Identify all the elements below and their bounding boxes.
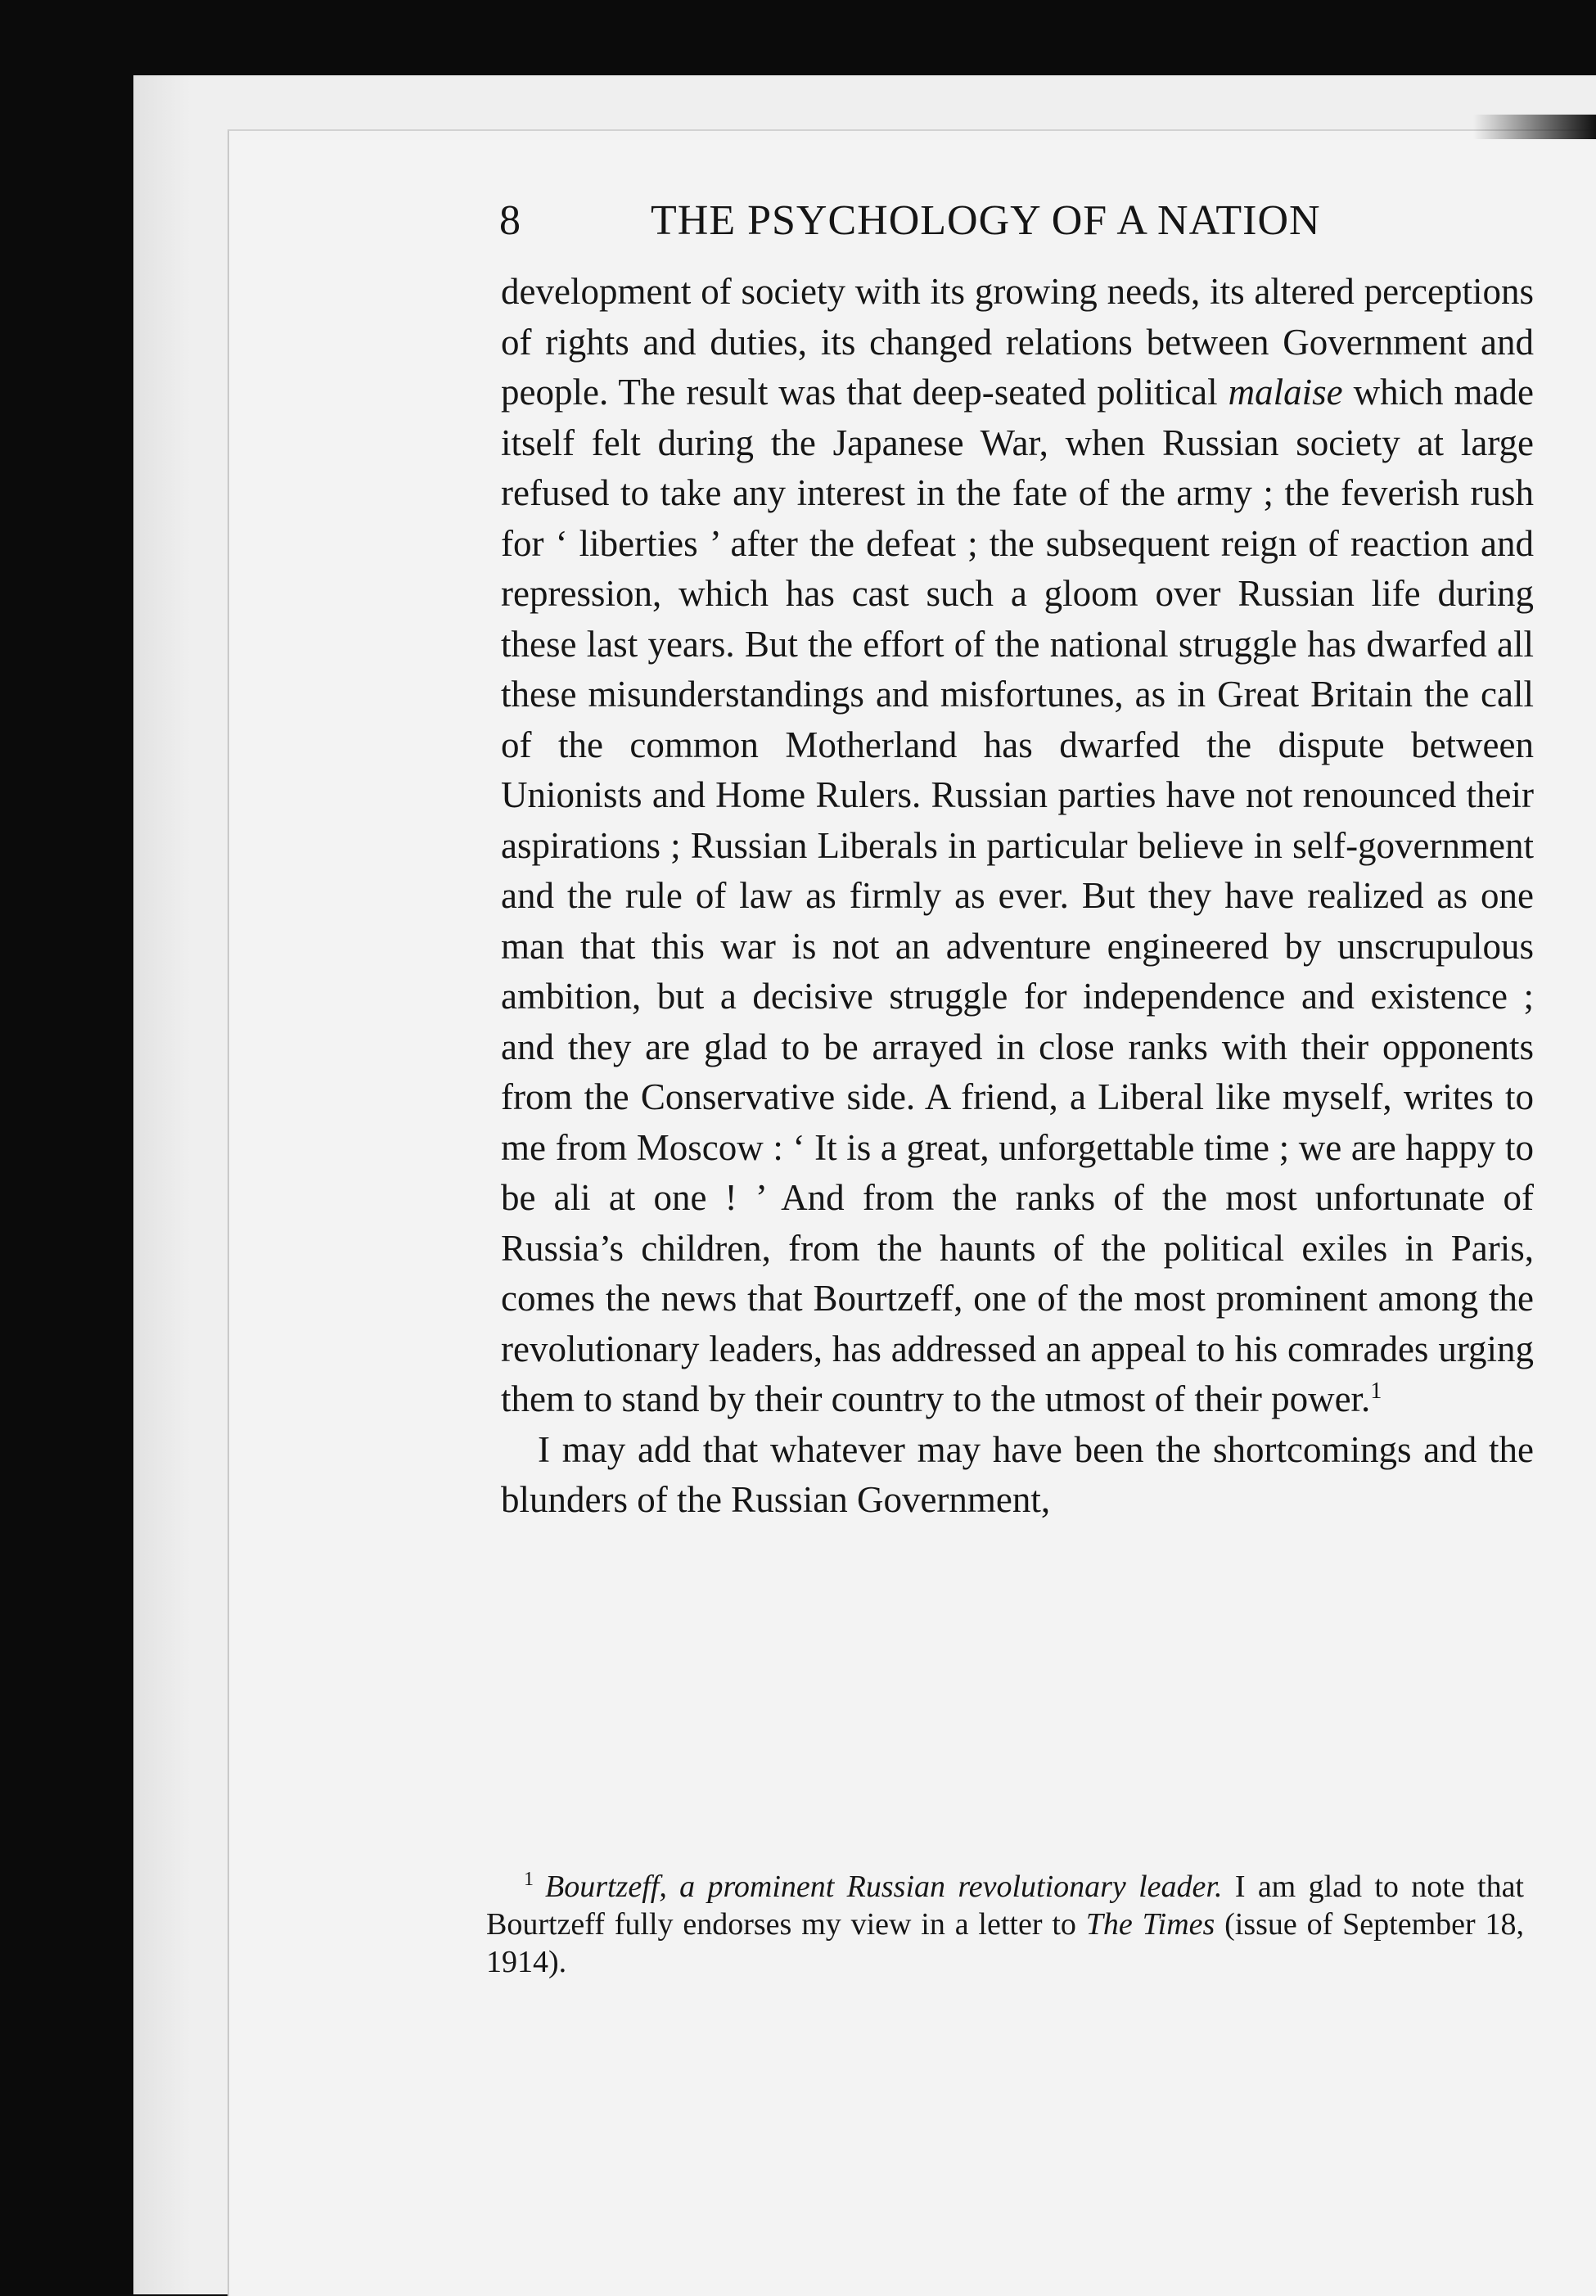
footnote-text-2: (issue of September 18, 1914).: [486, 1907, 1525, 1979]
footnote-reference[interactable]: 1: [1370, 1378, 1382, 1404]
paragraph-2: I may add that whatever may have been the shortcomings and the blunders of the Russian Government,: [501, 1428, 1534, 1520]
footnote-source: The Times: [1085, 1907, 1215, 1942]
running-head: [499, 196, 1539, 254]
page-number: 8: [499, 197, 521, 244]
paragraph-1-text-a: development of society with its growing needs, its altered perceptions of rights and duties, its changed relations between Government and people. The result was that deep-seated political: [501, 271, 1534, 413]
paragraph-1: [501, 267, 1534, 1425]
footnote-marker: 1: [524, 1869, 534, 1891]
page-corner-shadow: [1473, 115, 1596, 139]
paragraph-1-text-b: which made itself felt during the Japanese War, when Russian society at large refused to take any interest in the fate of the army ; the feverish rush for ‘ liberties ’ after the defeat ; the subsequent reign of reaction and repression, which has cast such a gloom over Russian life during these last years. But the effort of the national struggle has dwarfed all these misunderstandings and misfortunes, as in Great Britain the call of the common Motherland has dwarfed the dispute between Unionists and Home Rulers. Russian parties have not renounced their aspirations ; Russian Liberals in particular believe in self-government and the rule of law as firmly as ever. But they have realized as one man that this war is not an adventure engineered by unscrupulous ambition, but a decisive struggle for independence and existence ; and they are glad to be arrayed in close ranks with their opponents from the Conservative side. A friend, a Liberal like myself, writes to me from Moscow : ‘ It is a great, unforgettable time ; we are happy to be ali at one ! ’ And from the ranks of the most unfortunate of Russia’s children, from the haunts of the political exiles in Paris, comes the news that Bourtzeff, one of the most prominent among the revolutionary leaders, has addressed an appeal to his comrades urging them to stand by their country to the utmost of their power.: [501, 372, 1535, 1419]
body-text: [501, 267, 1534, 1526]
running-head-title: THE PSYCHOLOGY OF A NATION: [651, 197, 1321, 244]
paragraph-1-italic: malaise: [1228, 372, 1343, 413]
footnote-text-1: I am glad to note that Bourtzeff fully endorses my view in a letter to: [486, 1870, 1524, 1942]
page-edge-shadow: [133, 75, 191, 2294]
footnote: [486, 1868, 1524, 1981]
footnote-italic-lead: Bourtzeff, a prominent Russian revolutionary leader.: [545, 1870, 1223, 1904]
